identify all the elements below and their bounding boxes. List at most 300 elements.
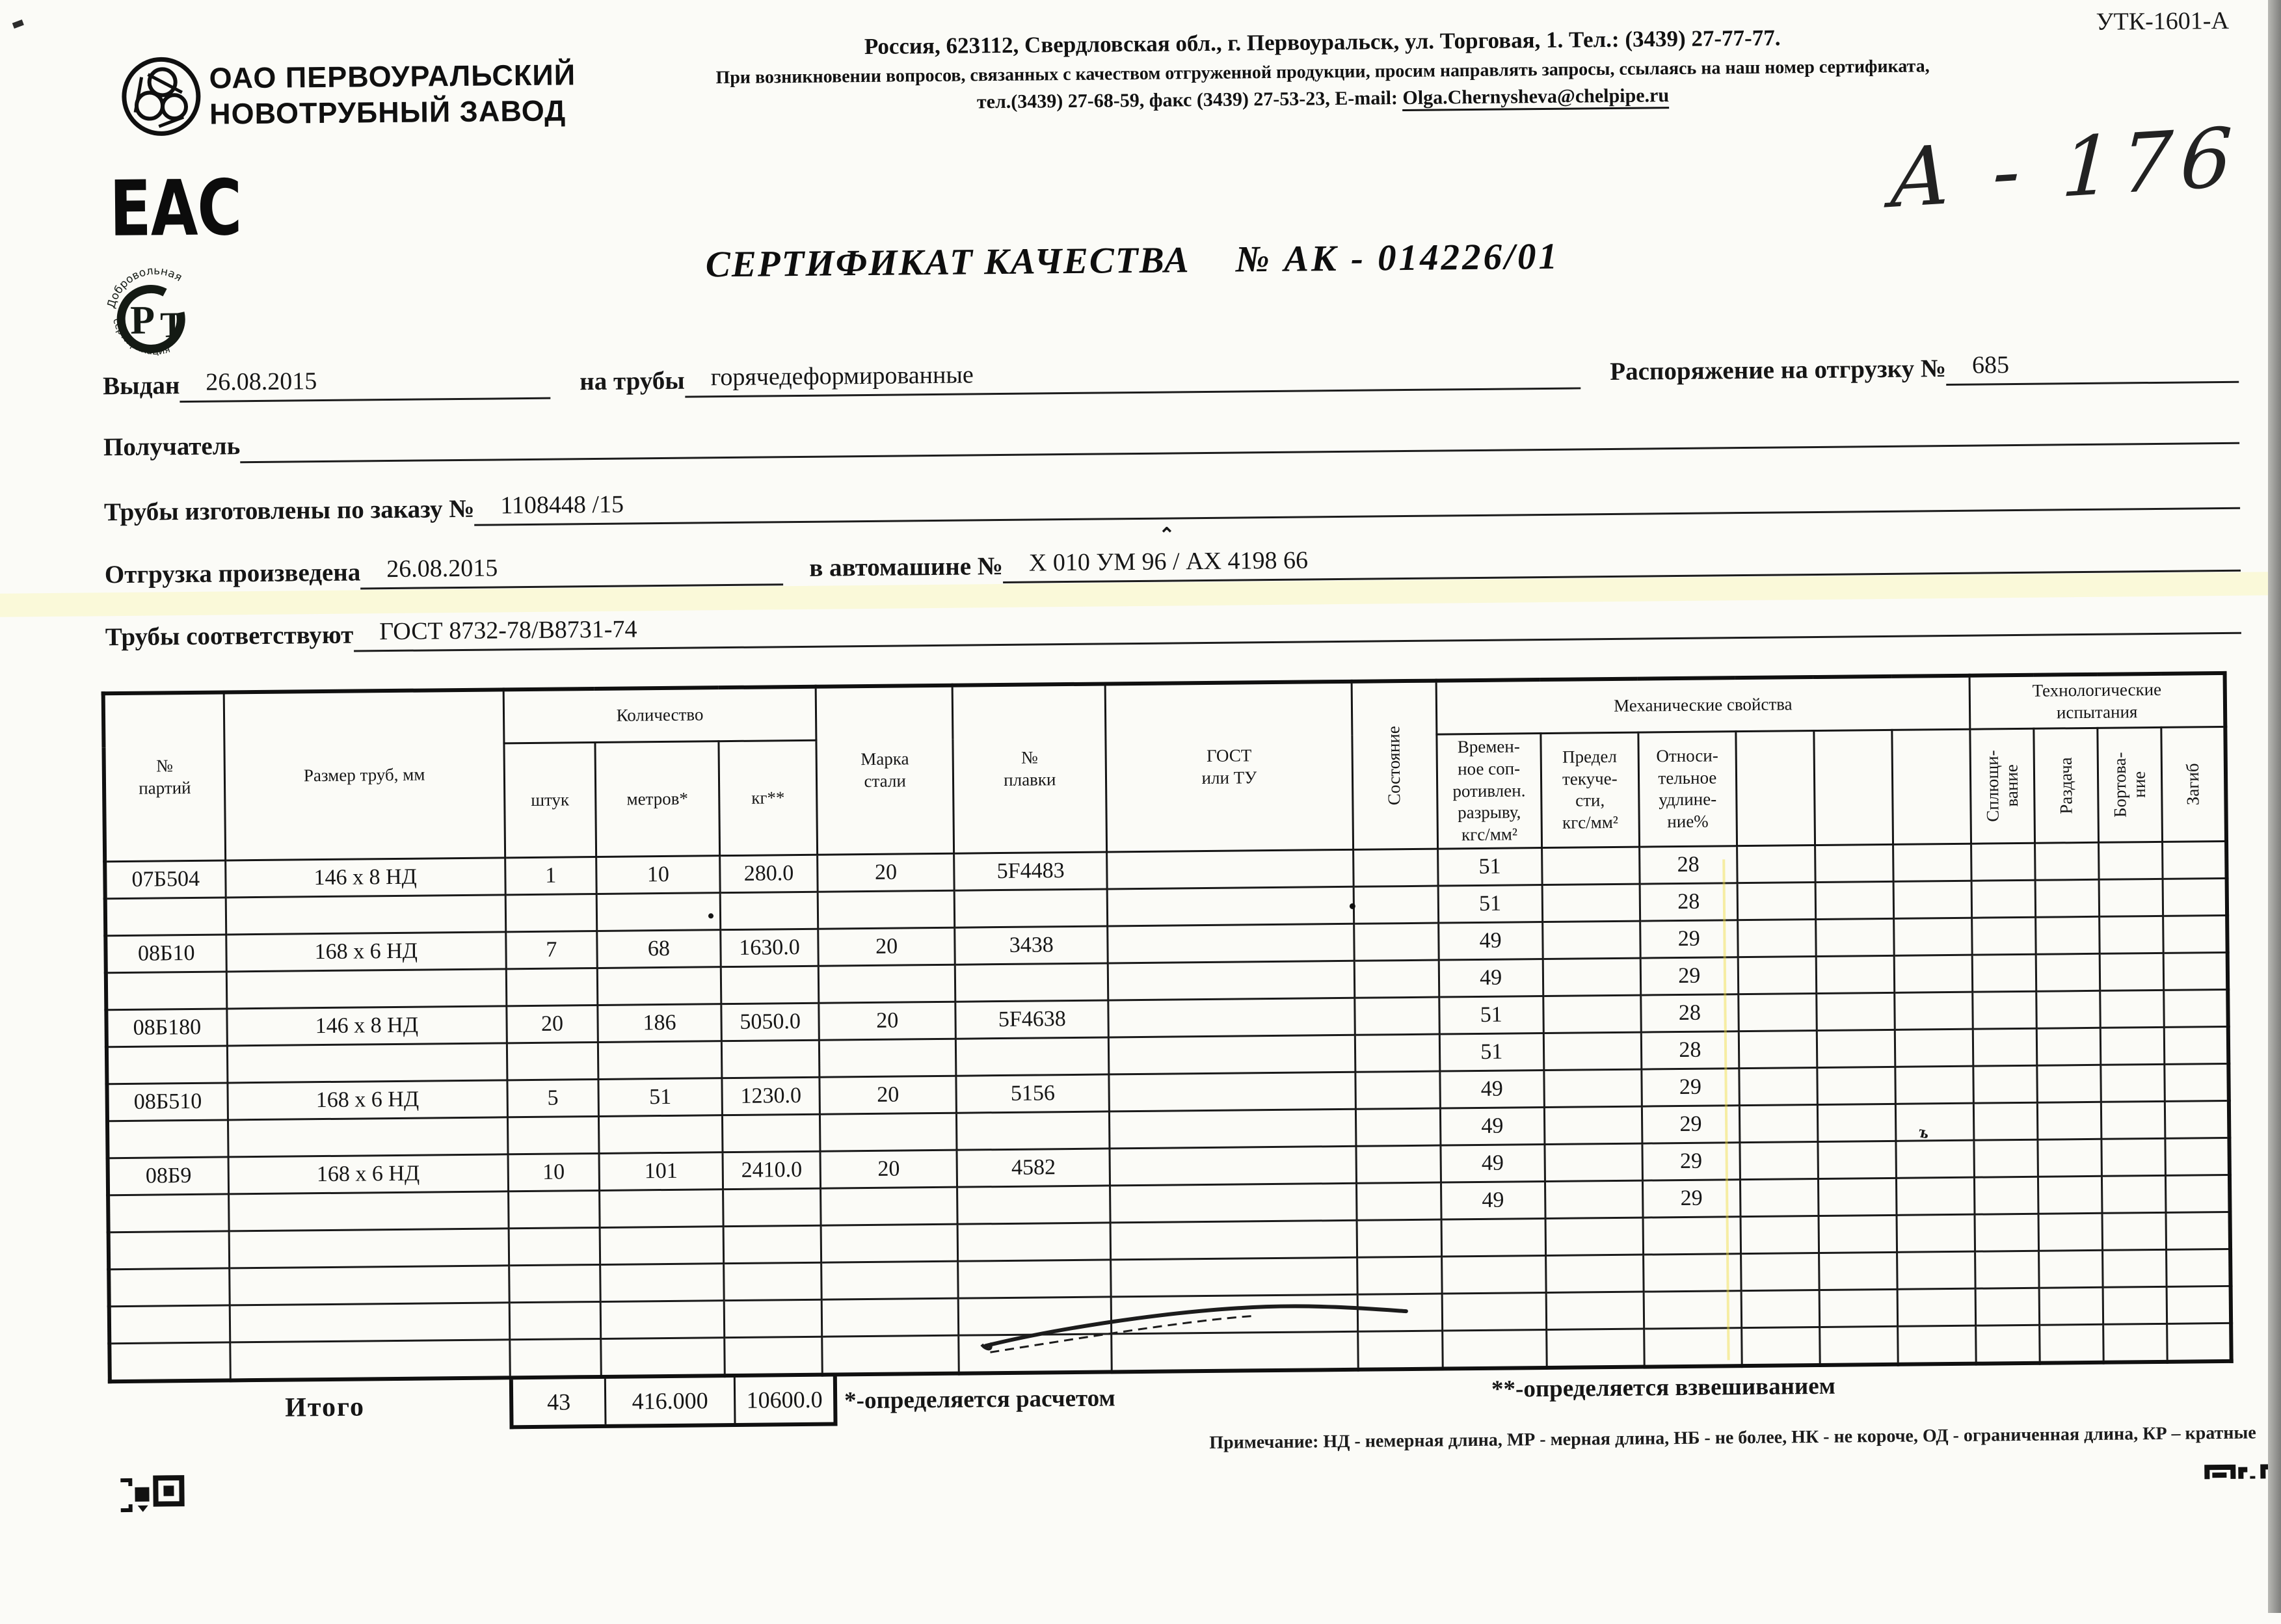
- table-cell: [226, 895, 506, 935]
- table-cell: [1739, 993, 1817, 1031]
- table-cell: [721, 966, 819, 1004]
- table-cell: [725, 1337, 823, 1376]
- table-cell: [1108, 998, 1355, 1037]
- table-cell: 2410.0: [723, 1151, 821, 1189]
- table-cell: 08Б180: [106, 1009, 227, 1047]
- table-cell: [1742, 1327, 1821, 1366]
- table-cell: [721, 1040, 820, 1078]
- table-cell: [821, 1298, 959, 1337]
- table-cell: [1818, 1141, 1897, 1178]
- table-cell: [507, 1042, 598, 1080]
- table-cell: [109, 1305, 230, 1344]
- table-cell: [2166, 1212, 2230, 1249]
- table-cell: 49: [1440, 1107, 1545, 1145]
- conform-row: [105, 600, 2241, 655]
- table-cell: [1816, 955, 1895, 993]
- table-cell: 10: [596, 855, 721, 894]
- table-cell: [820, 1113, 957, 1151]
- ink-dot: [1350, 903, 1355, 909]
- receiver-label: Получатель: [103, 432, 241, 462]
- pen-tick-mark: ъ: [1917, 1122, 1931, 1143]
- col-header-elongation: Относи- тельное удлине- ние%: [1638, 732, 1737, 847]
- table-cell: [1546, 1329, 1644, 1368]
- table-cell: 29: [1642, 1068, 1740, 1106]
- table-cell: [1815, 844, 1893, 882]
- pipes-label: на трубы: [580, 366, 685, 396]
- table-cell: [2038, 1139, 2102, 1177]
- table-cell: [1816, 918, 1895, 956]
- blank-header-cell: [1736, 731, 1815, 846]
- shipped-label: Отгрузка произведена: [104, 558, 361, 589]
- table-cell: [723, 1225, 821, 1263]
- table-cell: [1740, 1141, 1819, 1179]
- table-cell: 5F4638: [955, 1000, 1109, 1039]
- table-cell: [1972, 954, 2036, 992]
- table-cell: [2163, 878, 2227, 916]
- table-cell: [2099, 842, 2163, 879]
- company-logo-block: [113, 46, 607, 148]
- table-cell: [601, 1337, 725, 1376]
- col-header-gost: ГОСТ или ТУ: [1105, 682, 1353, 852]
- col-header-flanging: Бортова- ние: [2098, 727, 2163, 842]
- table-cell: [597, 966, 721, 1005]
- table-cell: 08Б10: [105, 935, 226, 973]
- table-cell: [1355, 1071, 1440, 1109]
- table-cell: [1739, 1067, 1818, 1105]
- table-cell: 146 x 8 НД: [225, 858, 505, 898]
- table-cell: [1895, 992, 1973, 1030]
- table-cell: [1543, 1032, 1642, 1070]
- table-cell: [509, 1227, 600, 1265]
- table-cell: [1975, 1177, 2039, 1214]
- table-cell: [2038, 1102, 2102, 1139]
- ink-dot: [708, 913, 714, 918]
- table-cell: [108, 1194, 229, 1232]
- table-cell: [2165, 1138, 2230, 1175]
- table-cell: [1971, 843, 2036, 881]
- table-cell: 51: [1437, 847, 1542, 886]
- table-cell: [821, 1261, 959, 1299]
- table-cell: [1975, 1214, 2039, 1251]
- table-cell: 29: [1642, 1142, 1741, 1180]
- table-cell: [2163, 915, 2228, 953]
- totals-box: [509, 1376, 838, 1429]
- svg-text:сертификация: сертификация: [111, 317, 172, 358]
- table-cell: [1354, 960, 1439, 998]
- table-cell: [1740, 1178, 1819, 1216]
- table-cell: 51: [1438, 885, 1543, 923]
- footnote-abbreviations: Примечание: НД - немерная длина, МР - мерная длина, НБ - не более, НК - не короче, ОД - ограниченная длина, КР – кратные: [1209, 1422, 2256, 1453]
- blank-header-cell: [1892, 729, 1971, 844]
- table-cell: [2102, 1175, 2167, 1213]
- table-cell: [821, 1224, 958, 1262]
- table-cell: [955, 963, 1108, 1002]
- col-header-pcs: штук: [504, 743, 596, 858]
- address-line1: Россия, 623112, Свердловская обл., г. Первоуральск, ул. Торговая, 1. Тел.: (3439) 27-77-77.: [864, 25, 1781, 59]
- handwritten-number: А - 176: [1887, 110, 2242, 227]
- table-cell: [1107, 849, 1354, 889]
- table-cell: 1: [505, 857, 596, 894]
- col-header-flattening: Сплющи- вание: [1970, 728, 2035, 844]
- table-cell: [1357, 1219, 1442, 1257]
- table-cell: 07Б504: [105, 860, 226, 899]
- table-cell: [1108, 924, 1354, 963]
- svg-text:Т: Т: [159, 305, 185, 346]
- table-cell: [1545, 1218, 1644, 1255]
- table-cell: [822, 1335, 959, 1375]
- pen-caret-mark: ⌃: [1158, 524, 1175, 546]
- table-cell: [2165, 1063, 2229, 1101]
- issued-label: Выдан: [102, 371, 180, 401]
- table-cell: [1817, 1030, 1895, 1067]
- table-cell: 28: [1639, 845, 1737, 883]
- ship-order-label: Распоряжение на отгрузку №: [1610, 354, 1947, 386]
- footnote-weighed: **-определяется взвешиванием: [1491, 1372, 1836, 1403]
- table-cell: 28: [1641, 994, 1739, 1032]
- table-cell: [596, 892, 721, 931]
- table-cell: [1817, 992, 1895, 1030]
- table-cell: [1546, 1292, 1644, 1329]
- table-cell: 4582: [957, 1149, 1110, 1187]
- table-cell: 10: [508, 1153, 600, 1191]
- table-cell: [1741, 1290, 1820, 1327]
- svg-text:Р: Р: [129, 298, 155, 343]
- col-header-state: Состояние: [1352, 681, 1438, 849]
- table-cell: [1543, 995, 1641, 1033]
- table-cell: [2035, 879, 2100, 917]
- conform-label: Трубы соответствуют: [105, 620, 354, 652]
- table-cell: 168 x 6 НД: [226, 932, 506, 972]
- table-cell: [1110, 1109, 1356, 1149]
- table-cell: [723, 1188, 821, 1226]
- table-cell: [230, 1340, 510, 1381]
- table-cell: [1819, 1289, 1898, 1327]
- table-cell: [1110, 1220, 1357, 1260]
- table-cell: [2163, 841, 2227, 879]
- table-cell: [600, 1226, 724, 1264]
- certificate-number: № АК - 014226/01: [1235, 235, 1560, 280]
- table-cell: [724, 1299, 822, 1337]
- col-header-meters: метров*: [595, 741, 720, 857]
- table-cell: [1897, 1214, 1975, 1252]
- totals-meters: 416.000: [604, 1378, 736, 1424]
- table-cell: [1897, 1288, 1976, 1326]
- col-header-yield: Предел текуче- сти, кгс/мм²: [1541, 732, 1640, 847]
- phone-fax-text: тел.(3439) 27-68-59, факс (3439) 27-53-23, E-mail:: [976, 87, 1403, 113]
- table-cell: [598, 1115, 723, 1153]
- table-cell: [821, 1187, 958, 1225]
- table-cell: [1737, 882, 1816, 920]
- col-group-technological: Технологические испытания: [1969, 673, 2225, 729]
- table-cell: 1630.0: [721, 929, 819, 966]
- table-cell: 28: [1641, 1031, 1739, 1069]
- pipes-value: горячедеформированные: [684, 354, 1581, 397]
- table-cell: [2038, 1213, 2103, 1251]
- table-cell: [2167, 1249, 2231, 1286]
- table-cell: [1356, 1145, 1441, 1183]
- table-cell: [722, 1114, 820, 1152]
- table-cell: [957, 1112, 1110, 1150]
- table-cell: [1354, 997, 1439, 1035]
- totals-kg: 10600.0: [746, 1386, 823, 1413]
- truck-label: в автомашине №: [809, 552, 1004, 582]
- table-cell: [2101, 1064, 2165, 1102]
- table-cell: [1109, 1035, 1355, 1074]
- made-by-order-value: 1108448 /15: [474, 475, 2240, 526]
- table-cell: 29: [1642, 1105, 1740, 1143]
- col-group-mechanical: Механические свойства: [1436, 676, 1970, 734]
- table-cell: [1893, 844, 1972, 881]
- factory-logo-icon: [119, 55, 203, 139]
- table-cell: 186: [598, 1004, 722, 1042]
- table-cell: [1975, 1251, 2040, 1288]
- table-cell: [2164, 989, 2228, 1027]
- table-cell: 29: [1640, 957, 1739, 994]
- table-cell: [1895, 1066, 1974, 1104]
- table-cell: 20: [507, 1005, 598, 1043]
- table-cell: [1644, 1290, 1742, 1328]
- table-cell: 08Б510: [107, 1083, 228, 1121]
- table-cell: [957, 1223, 1111, 1261]
- table-cell: [1896, 1177, 1975, 1215]
- table-cell: 3438: [955, 926, 1108, 965]
- table-cell: [1897, 1251, 1976, 1289]
- table-cell: [1973, 1102, 2038, 1140]
- col-group-quantity: Количество: [503, 687, 816, 743]
- table-cell: [1643, 1253, 1741, 1291]
- table-cell: 51: [1439, 1033, 1544, 1071]
- col-header-bend: Загиб: [2161, 726, 2226, 842]
- table-cell: [1895, 1103, 1974, 1141]
- table-cell: [724, 1262, 822, 1300]
- table-cell: [1739, 1104, 1818, 1142]
- table-cell: [509, 1264, 600, 1302]
- table-cell: [2100, 990, 2165, 1028]
- table-cell: [720, 892, 818, 929]
- pipes-table: [101, 671, 2234, 1383]
- table-cell: [818, 965, 955, 1003]
- table-cell: [228, 1191, 509, 1231]
- table-cell: [1544, 1106, 1642, 1144]
- made-by-order-label: Трубы изготовлены по заказу №: [103, 494, 475, 527]
- table-cell: [1820, 1326, 1899, 1365]
- table-cell: [1643, 1216, 1741, 1254]
- table-cell: [1739, 1030, 1817, 1068]
- table-cell: [1737, 845, 1815, 883]
- table-cell: 68: [597, 929, 721, 968]
- table-cell: [1817, 1104, 1896, 1141]
- table-cell: [1541, 847, 1640, 885]
- table-cell: [1543, 958, 1641, 996]
- table-cell: 49: [1439, 1070, 1544, 1108]
- table-cell: [1973, 991, 2037, 1029]
- company-address-block: [565, 22, 2081, 117]
- table-cell: [2166, 1175, 2230, 1212]
- table-cell: [598, 1041, 722, 1079]
- table-cell: 5: [507, 1079, 599, 1117]
- table-cell: 51: [1439, 996, 1543, 1034]
- issued-value: 26.08.2015: [180, 365, 550, 403]
- receiver-value: [240, 438, 2239, 464]
- table-cell: [1895, 1029, 1973, 1067]
- table-cell: [2036, 916, 2100, 954]
- form-code: УТК-1601-А: [2096, 7, 2230, 36]
- table-cell: [2163, 952, 2228, 990]
- truck-value: Х 010 УМ 96 / АХ 4198 66: [1003, 537, 2241, 583]
- table-cell: [226, 969, 507, 1009]
- blank-header-cell: [1814, 730, 1893, 845]
- table-cell: [956, 1037, 1110, 1076]
- table-cell: [2100, 916, 2164, 953]
- table-cell: [2036, 991, 2101, 1028]
- table-cell: 20: [820, 1150, 957, 1188]
- table-cell: [2100, 953, 2164, 991]
- table-cell: [1542, 921, 1640, 959]
- table-cell: [1545, 1255, 1644, 1292]
- table-cell: [2165, 1026, 2229, 1064]
- table-cell: [1741, 1216, 1819, 1253]
- table-cell: [1894, 955, 1973, 992]
- col-header-batch: № партий: [103, 692, 226, 861]
- table-cell: 28: [1640, 883, 1738, 920]
- table-cell: [1815, 881, 1894, 919]
- table-cell: [105, 898, 226, 936]
- table-cell: [2103, 1286, 2167, 1324]
- table-cell: [2165, 1100, 2230, 1138]
- table-cell: 5156: [956, 1074, 1110, 1113]
- table-cell: 20: [818, 927, 955, 966]
- table-cell: [957, 1186, 1111, 1224]
- totals-pcs: 43: [546, 1389, 571, 1415]
- table-cell: 49: [1439, 959, 1543, 997]
- table-cell: [2037, 1065, 2101, 1102]
- table-cell: [1893, 881, 1972, 918]
- table-cell: [1545, 1143, 1643, 1181]
- made-by-order-row: [104, 475, 2240, 530]
- table-cell: [1355, 1034, 1440, 1072]
- shipped-value: 26.08.2015: [360, 551, 783, 589]
- footnote-calculated: *-определяется расчетом: [844, 1385, 1115, 1415]
- table-cell: [228, 1117, 508, 1157]
- table-cell: [2101, 1101, 2166, 1139]
- table-cell: 101: [599, 1152, 723, 1190]
- table-cell: [1545, 1180, 1643, 1218]
- table-cell: [1738, 956, 1817, 994]
- col-header-grade: Марка стали: [816, 686, 954, 855]
- table-cell: [1354, 886, 1439, 924]
- table-cell: 08Б9: [108, 1157, 229, 1195]
- table-cell: [1109, 1072, 1355, 1112]
- table-cell: 168 x 6 НД: [228, 1154, 509, 1194]
- table-cell: 49: [1441, 1144, 1545, 1182]
- table-cell: [2036, 953, 2100, 991]
- company-name: ОАО ПЕРВОУРАЛЬСКИЙ НОВОТРУБНЫЙ ЗАВОД: [209, 58, 576, 131]
- table-cell: [1108, 961, 1355, 1000]
- pen-scribble: [974, 1288, 1430, 1364]
- table-cell: [1819, 1215, 1897, 1253]
- table-cell: [106, 972, 227, 1010]
- table-cell: [600, 1300, 725, 1338]
- table-cell: [1973, 1028, 2037, 1066]
- table-cell: [2167, 1323, 2232, 1361]
- eac-mark-icon: ЕАС: [109, 163, 242, 254]
- table-cell: [1441, 1255, 1546, 1294]
- table-cell: [2040, 1324, 2104, 1363]
- table-cell: [2039, 1287, 2103, 1325]
- table-cell: [2103, 1324, 2168, 1362]
- ship-order-value: 685: [1946, 349, 2239, 386]
- col-header-size: Размер труб, мм: [224, 689, 505, 860]
- col-header-heat: № плавки: [952, 684, 1107, 853]
- table-cell: [1975, 1288, 2040, 1325]
- table-cell: [1107, 886, 1354, 926]
- table-cell: 49: [1441, 1181, 1545, 1219]
- table-cell: 5050.0: [721, 1003, 820, 1041]
- scan-corner-mark: [12, 20, 24, 29]
- table-cell: [1973, 1065, 2038, 1103]
- table-cell: [954, 889, 1108, 927]
- table-cell: 1230.0: [722, 1077, 820, 1115]
- col-header-tensile: Времен- ное соп- ротивлен. разрыву, кгс/мм²: [1437, 734, 1542, 849]
- col-header-expansion: Раздача: [2034, 728, 2099, 843]
- table-cell: 20: [819, 1002, 956, 1040]
- table-cell: [1644, 1327, 1742, 1366]
- table-cell: [229, 1229, 509, 1268]
- table-cell: [1542, 884, 1640, 922]
- totals-label: Итого: [285, 1392, 366, 1423]
- table-cell: 146 x 8 НД: [226, 1006, 507, 1046]
- table-cell: [1972, 917, 2036, 955]
- table-cell: [2167, 1286, 2231, 1324]
- table-cell: 29: [1642, 1179, 1741, 1217]
- table-cell: [1355, 1108, 1441, 1146]
- table-cell: 20: [820, 1076, 957, 1114]
- table-cell: [1974, 1139, 2038, 1177]
- table-cell: [1741, 1253, 1819, 1290]
- table-cell: 5F4483: [954, 852, 1108, 890]
- table-cell: [2099, 879, 2163, 916]
- table-cell: [1818, 1178, 1897, 1216]
- table-cell: [1738, 919, 1817, 957]
- table-cell: [107, 1046, 228, 1084]
- table-cell: 49: [1438, 922, 1543, 960]
- table-cell: [1898, 1325, 1977, 1364]
- table-cell: 51: [598, 1078, 723, 1116]
- table-cell: [1356, 1182, 1441, 1220]
- table-cell: [1442, 1329, 1547, 1368]
- email-text: Olga.Chernysheva@chelpipe.ru: [1402, 85, 1669, 111]
- table-cell: [1894, 918, 1973, 955]
- svg-text:Добровольная: Добровольная: [105, 264, 185, 310]
- scanner-edge-shadow: [2268, 0, 2281, 1613]
- table-cell: 280.0: [720, 855, 818, 892]
- table-cell: [1354, 923, 1439, 961]
- table-cell: [2101, 1138, 2166, 1176]
- table-cell: [600, 1263, 725, 1301]
- table-cell: [109, 1268, 230, 1307]
- table-cell: 20: [818, 853, 955, 892]
- table-cell: [1817, 1067, 1896, 1104]
- table-cell: [1110, 1183, 1357, 1223]
- table-cell: [1544, 1069, 1642, 1107]
- table-cell: [229, 1266, 509, 1305]
- table-cell: [509, 1301, 601, 1339]
- table-cell: [506, 968, 598, 1005]
- table-cell: [1441, 1218, 1546, 1257]
- table-cell: [2100, 1027, 2165, 1065]
- table-cell: [230, 1303, 510, 1342]
- table-cell: [227, 1043, 507, 1083]
